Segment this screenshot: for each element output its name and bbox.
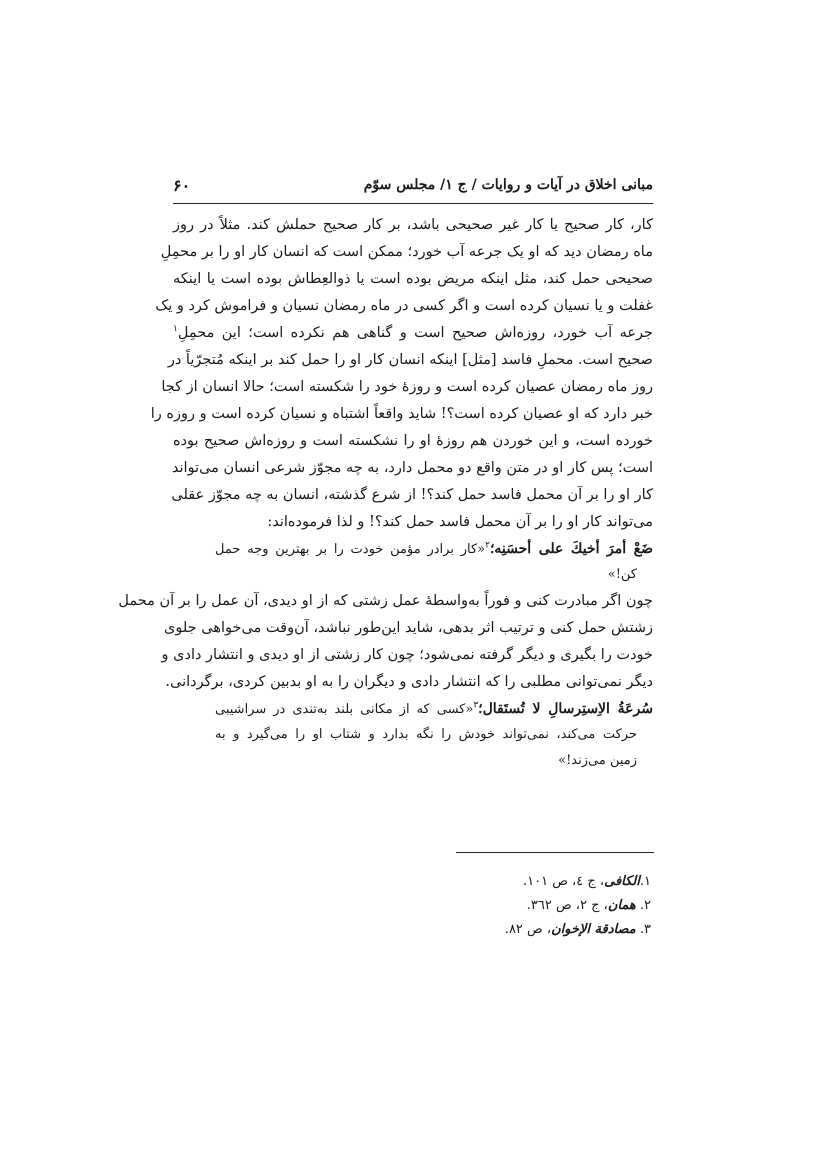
text-line: خبر دارد که او عصیان کرده است؟! شاید واقعاً اشتباه و نسیان کرده است و روزه را (150, 406, 653, 422)
header-rule (173, 203, 653, 204)
page-number: ۶۰ (173, 176, 191, 195)
quote-line: ضَعْ أمرَ أخيكَ على أحسَنِه؛$^۲$«کار برادر مؤمن خودت را بر بهترین وجه حمل (215, 540, 654, 557)
text-line: ماه رمضان دید که او یک جرعه آب خورد؛ ممکن است که انسان کار او را بر محمِلِ (160, 244, 653, 260)
text-line: کار او را بر آن محمل فاسد حمل کند؟! از شرع گذشته، انسان به چه مجوّز عقلی (171, 487, 653, 503)
quote-line: کن!» (607, 567, 637, 582)
running-header (173, 176, 653, 200)
text-line: دیگر نمی‌توانی مطلبی را که انتشار دادی و دیگران را به او بدبین کردی، برگردانی. (165, 674, 653, 690)
quote-line: زمین می‌زند!» (558, 753, 637, 768)
quote-line: سُرعَةُ الاِستِرسالِ لا تُستَقال؛$^۳$«کسی که از مکانی بلند به‌تندی در سراشیبی (215, 700, 653, 717)
quote-line: حرکت می‌کند، نمی‌تواند خودش را نگه بدارد و شتاب او را می‌گیرد و به (215, 727, 637, 742)
footnote-source: همان (607, 898, 636, 913)
hadith-arabic: ضَعْ أمرَ أخيكَ على أحسَنِه؛ (489, 541, 654, 557)
footnote-marker: ۲ (485, 540, 490, 551)
text-line: روز ماه رمضان عصیان کرده است و روزهٔ خود را شکسته است؛ حالا انسان از کجا (161, 379, 653, 395)
footnote: ۲. همان، ج ۲، ص ٣٦٢. (526, 898, 651, 913)
footnote-marker: ۳ (473, 700, 479, 711)
footnotes (505, 870, 651, 942)
footnote-source: الکافی (604, 874, 640, 889)
text-line: خورده است، و این خوردن هم روزهٔ او را نشکسته است و روزه‌اش صحیح بوده (173, 433, 653, 449)
footnote-rule (456, 852, 654, 853)
footnote: ۳. مصادقة الإخوان، ص ٨٢. (504, 922, 651, 937)
footnote-source: مصادقة الإخوان (551, 922, 636, 937)
footnote-marker: ۱ (173, 324, 178, 335)
text-line: جرعه آب خورد، روزه‌اش صحیح است و گناهی هم نکرده است؛ این محمِلِ$^۱$ (173, 324, 653, 341)
running-title: مبانی اخلاق در آیات و روایات / ج ۱/ مجلس سوّم (363, 177, 653, 193)
text-line: می‌تواند کار او را بر آن محمل فاسد حمل کند؟! و لذا فرموده‌اند: (267, 514, 653, 530)
hadith-quote-1 (215, 536, 654, 588)
text-line: زشتش حمل کنی و ترتیب اثر بدهی، شاید این‌طور نباشد، آن‌وقت می‌خواهی جلوی (164, 620, 653, 636)
hadith-quote-2 (215, 696, 653, 774)
main-text (118, 212, 654, 774)
text-line: چون اگر مبادرت کنی و فوراً به‌واسطهٔ عمل زشتی که از او دیدی، آن عمل را بر آن محمل (118, 593, 653, 609)
footnote: ۱.الکافی، ج ٤، ص ١٠١. (522, 874, 651, 889)
text-line: کار، کار صحیح یا کار غیر صحیحی باشد، بر کار صحیح حملش کند. مثلاً در روز (173, 217, 653, 233)
text-line: غفلت و یا نسیان کرده است و اگر کسی در ماه رمضان نسیان و فراموش کرد و یک (155, 298, 653, 314)
text-line: خودت را بگیری و دیگر گرفته نمی‌شود؛ چون کار زشتی از او دیدی و انتشار دادی و (161, 647, 653, 663)
text-line: است؛ پس کار او در متن واقع دو محمل دارد، به چه مجوّز شرعی انسان می‌تواند (171, 460, 653, 476)
text-line: صحیح است. محملِ فاسد [مثل] اینکه انسان کار او را حمل کند بر اینکه مُتجرّیاً در (167, 352, 653, 368)
text-line: صحیحی حمل کند، مثل اینکه مریض بوده است یا ذوالعِطاش بوده است یا اینکه (173, 271, 653, 287)
hadith-arabic: سُرعَةُ الاِستِرسالِ لا تُستَقال؛ (478, 701, 653, 717)
